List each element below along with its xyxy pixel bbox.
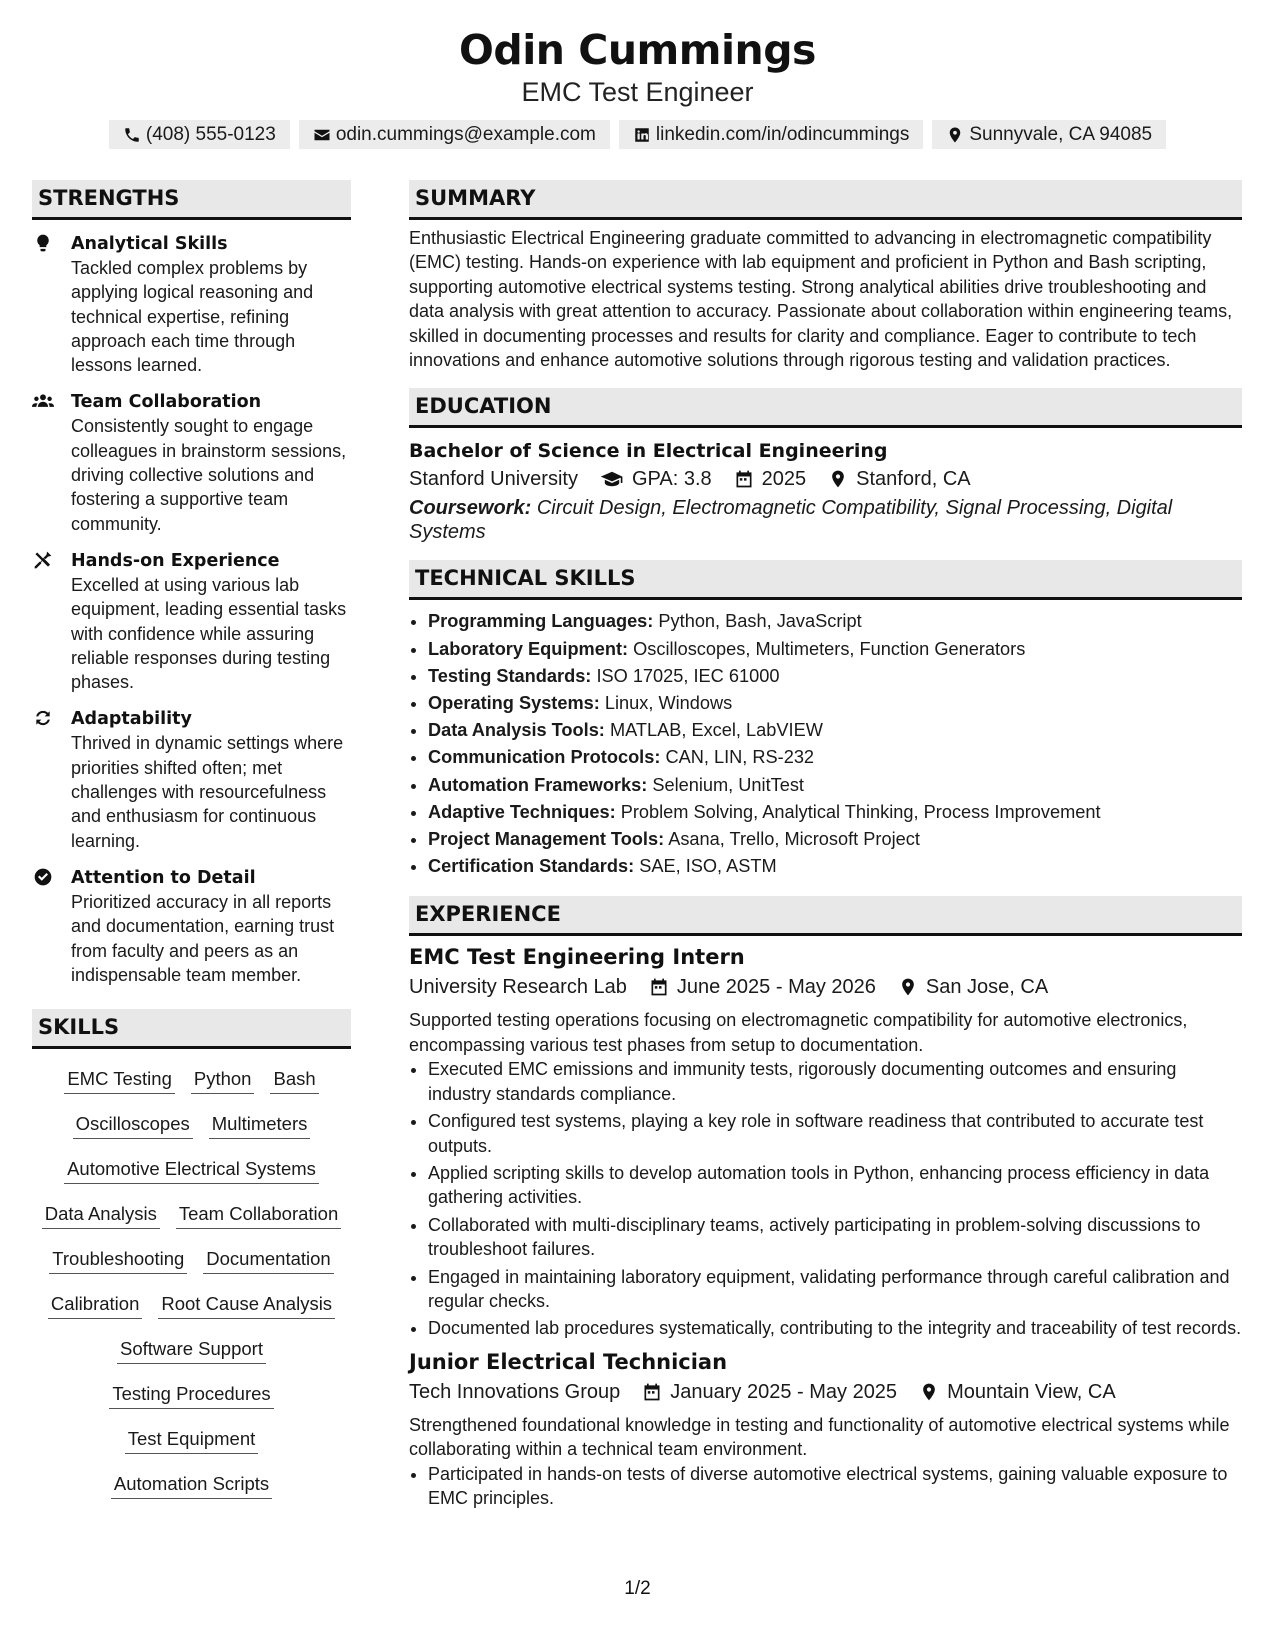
skill-label: Data Analysis Tools:	[428, 720, 605, 741]
skill-tag: Troubleshooting	[49, 1244, 187, 1274]
calendar-icon	[649, 977, 669, 997]
list-item	[428, 608, 1242, 635]
graduation-cap-icon	[600, 469, 624, 489]
skill-label: Programming Languages:	[428, 611, 654, 632]
strengths-heading: STRENGTHS	[32, 180, 351, 220]
refresh-icon	[32, 708, 54, 730]
skill-label: Certification Standards:	[428, 856, 635, 877]
job-description: Supported testing operations focusing on electromagnetic compatibility for automotive electronics, encompassing various test phases from setup to documentation.	[409, 1010, 1188, 1055]
list-item	[428, 772, 1242, 799]
strength-title: Analytical Skills	[71, 234, 228, 254]
strength-item	[32, 232, 351, 377]
skill-label: Operating Systems:	[428, 693, 600, 714]
skill-label: Laboratory Equipment:	[428, 638, 629, 659]
strength-description: Prioritized accuracy in all reports and documentation, earning trust from faculty and peers as an indispensable team member.	[71, 891, 335, 985]
right-column	[409, 180, 1242, 1513]
school-name: Stanford University	[409, 468, 578, 491]
skills-tag-list	[32, 1049, 351, 1514]
skills-row	[32, 1379, 351, 1424]
skill-tag: Team Collaboration	[176, 1199, 341, 1229]
skill-tag: Software Support	[117, 1334, 266, 1364]
skills-row	[32, 1424, 351, 1469]
job-meta	[409, 972, 1242, 1002]
skills-heading: SKILLS	[32, 1009, 351, 1049]
skill-value: Python, Bash, JavaScript	[658, 611, 862, 632]
experience-section	[409, 896, 1242, 1510]
summary-heading: SUMMARY	[409, 180, 1242, 220]
strength-description: Thrived in dynamic settings where priorities shifted often; met challenges with resourcefulness and enthusiasm for continuous learning.	[71, 733, 344, 851]
skill-tag: Automotive Electrical Systems	[64, 1154, 319, 1184]
skill-tag: Root Cause Analysis	[158, 1289, 335, 1319]
skills-row	[32, 1199, 351, 1244]
map-pin-icon	[828, 469, 848, 489]
job-bullets	[409, 1462, 1242, 1511]
skill-tag: Documentation	[203, 1244, 333, 1274]
lightbulb-icon	[32, 233, 54, 255]
skill-value: Problem Solving, Analytical Thinking, Process Improvement	[620, 801, 1101, 822]
education-meta	[409, 464, 1242, 494]
skill-value: MATLAB, Excel, LabVIEW	[609, 720, 823, 741]
email-text: odin.cummings@example.com	[335, 124, 596, 145]
skills-row	[32, 1064, 351, 1109]
skill-value: Asana, Trello, Microsoft Project	[668, 829, 920, 850]
linkedin-icon	[633, 126, 651, 144]
list-item	[428, 717, 1242, 744]
skill-tag: EMC Testing	[64, 1064, 175, 1094]
skill-tag: Data Analysis	[42, 1199, 160, 1229]
skill-tag: Python	[191, 1064, 255, 1094]
list-item: • Documented lab procedures systematically, contributing to the integrity and traceability of test records.	[428, 1316, 1242, 1340]
education-heading: EDUCATION	[409, 388, 1242, 428]
coursework	[409, 496, 1242, 544]
skills-row	[32, 1154, 351, 1199]
job-location: San Jose, CA	[925, 976, 1049, 999]
strength-item	[32, 707, 351, 852]
skill-label: Communication Protocols:	[428, 747, 661, 768]
skill-label: Automation Frameworks:	[428, 774, 648, 795]
candidate-title: EMC Test Engineer	[521, 77, 754, 107]
skill-tag: Bash	[270, 1064, 318, 1094]
degree-title: Bachelor of Science in Electrical Engineering	[409, 440, 888, 463]
skill-tag: Testing Procedures	[109, 1379, 273, 1409]
map-pin-icon	[946, 126, 964, 144]
coursework-list: Circuit Design, Electromagnetic Compatibility, Signal Processing, Digital Systems	[409, 497, 1173, 544]
technical-skills-section	[409, 560, 1242, 880]
contact-bar	[0, 120, 1275, 149]
strength-title: Adaptability	[71, 709, 192, 730]
job-title: EMC Test Engineering Intern	[409, 945, 745, 970]
skills-row	[32, 1244, 351, 1289]
list-item	[428, 799, 1242, 826]
contact-email[interactable]	[299, 120, 610, 149]
coursework-label: Coursework:	[409, 497, 532, 520]
map-pin-icon	[898, 977, 918, 997]
list-item: • Configured test systems, playing a key role in software readiness that contributed to accurate test outputs.	[428, 1109, 1242, 1158]
job-description: Strengthened foundational knowledge in testing and functionality of automotive electrical systems while collaborating within a technical team environment.	[409, 1414, 1230, 1460]
skill-tag: Calibration	[48, 1289, 142, 1319]
list-item: • Collaborated with multi-disciplinary teams, actively participating in problem-solving discussions to troubleshoot failures.	[428, 1213, 1242, 1262]
company-name: Tech Innovations Group	[409, 1380, 621, 1403]
job-dates: January 2025 - May 2025	[670, 1380, 898, 1403]
job-dates: June 2025 - May 2026	[676, 976, 876, 999]
education-location: Stanford, CA	[856, 468, 971, 491]
summary-text: Enthusiastic Electrical Engineering graduate committed to advancing in electromagnetic compatibility (EMC) testing. Hands-on experience with lab equipment and proficient in Python and Bash scripting, supporting automotive electrical systems testing. Strong analytical abilities drive troubleshooting and data analysis with great attention to accuracy. Passionate about collaboration within engineering teams, skilled in documenting processes and results for clarity and compliance. Eager to contribute to tech innovations and enhance automotive solutions through rigorous testing and validation practices.	[409, 228, 1233, 371]
strength-description: Consistently sought to engage colleagues in brainstorm sessions, driving collective solutions and fostering a supportive team community.	[71, 416, 347, 534]
skill-tag: Test Equipment	[125, 1424, 259, 1454]
linkedin-text: linkedin.com/in/odincummings	[655, 124, 910, 145]
skill-value: SAE, ISO, ASTM	[639, 856, 777, 877]
envelope-icon	[313, 126, 331, 144]
list-item: • Executed EMC emissions and immunity tests, rigorously documenting outcomes and ensuring industry standards compliance.	[428, 1057, 1242, 1106]
list-item	[428, 663, 1242, 690]
users-icon	[32, 391, 54, 413]
calendar-icon	[734, 469, 754, 489]
check-circle-icon	[32, 867, 54, 889]
phone-text: (408) 555-0123	[145, 124, 276, 145]
skills-row	[32, 1334, 351, 1379]
strength-description: Excelled at using various lab equipment, leading essential tasks with confidence while assuring reliable responses during testing phases.	[71, 574, 347, 693]
job-bullets	[409, 1057, 1242, 1340]
company-name: University Research Lab	[409, 976, 627, 999]
job-meta	[409, 1377, 1242, 1407]
skill-tag: Automation Scripts	[111, 1469, 272, 1499]
job-entry	[409, 942, 1242, 1340]
list-item: • Applied scripting skills to develop automation tools in Python, enhancing process efficiency in data gathering activities.	[428, 1161, 1242, 1210]
technical-skills-heading: TECHNICAL SKILLS	[409, 560, 1242, 600]
phone-icon	[123, 126, 141, 144]
list-item: • Engaged in maintaining laboratory equipment, validating performance through careful calibration and regular checks.	[428, 1265, 1242, 1314]
left-column	[32, 180, 351, 1514]
list-item	[428, 744, 1242, 771]
skill-tag: Multimeters	[209, 1109, 311, 1139]
strength-title: Team Collaboration	[71, 392, 262, 413]
contact-linkedin[interactable]	[619, 120, 923, 149]
resume-header	[0, 22, 1275, 149]
job-location: Mountain View, CA	[947, 1380, 1116, 1403]
strength-item	[32, 549, 351, 694]
location-text: Sunnyvale, CA 94085	[969, 124, 1153, 145]
skills-row	[32, 1289, 351, 1334]
skill-value: Linux, Windows	[604, 693, 733, 714]
skill-label: Adaptive Techniques:	[428, 801, 616, 822]
tools-icon	[32, 550, 54, 572]
strength-description: Tackled complex problems by applying logical reasoning and technical expertise, refining approach each time through lessons learned.	[71, 258, 314, 376]
calendar-icon	[642, 1382, 662, 1402]
experience-heading: EXPERIENCE	[409, 896, 1242, 936]
skill-value: Selenium, UnitTest	[652, 774, 804, 795]
skill-label: Project Management Tools:	[428, 829, 665, 850]
strength-item	[32, 866, 351, 987]
contact-phone[interactable]	[109, 120, 290, 149]
contact-location	[932, 120, 1166, 149]
education-section	[409, 388, 1242, 544]
list-item	[428, 853, 1242, 880]
job-entry	[409, 1347, 1242, 1511]
skills-row	[32, 1109, 351, 1154]
job-title: Junior Electrical Technician	[409, 1349, 728, 1374]
skill-value: ISO 17025, IEC 61000	[596, 665, 780, 686]
strength-item	[32, 390, 351, 535]
map-pin-icon	[919, 1382, 939, 1402]
skill-value: Oscilloscopes, Multimeters, Function Generators	[633, 638, 1026, 659]
list-item	[428, 826, 1242, 853]
skill-tag: Oscilloscopes	[73, 1109, 193, 1139]
skill-label: Testing Standards:	[428, 665, 592, 686]
skill-value: CAN, LIN, RS-232	[665, 747, 815, 768]
list-item: • Participated in hands-on tests of diverse automotive electrical systems, gaining valuable exposure to EMC principles.	[428, 1462, 1242, 1511]
gpa: GPA: 3.8	[631, 468, 712, 491]
list-item	[428, 636, 1242, 663]
strength-title: Attention to Detail	[71, 867, 256, 888]
list-item	[428, 690, 1242, 717]
graduation-year: 2025	[761, 468, 807, 491]
skills-row	[32, 1469, 351, 1514]
page-number: 1/2	[624, 1578, 651, 1599]
technical-skills-list	[409, 608, 1242, 880]
strength-title: Hands-on Experience	[71, 550, 280, 571]
candidate-name: Odin Cummings	[459, 26, 816, 74]
